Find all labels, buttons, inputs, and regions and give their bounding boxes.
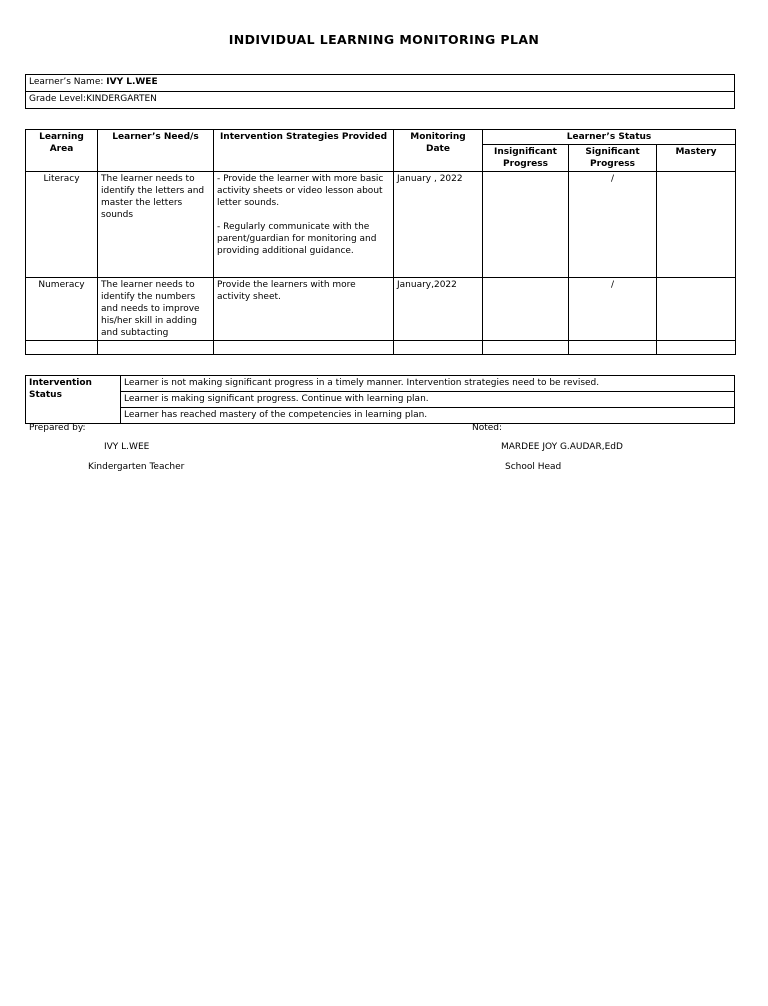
header-mastery: Mastery [657, 145, 736, 172]
learner-name-value: IVY L.WEE [106, 77, 158, 87]
page-title: INDIVIDUAL LEARNING MONITORING PLAN [228, 32, 540, 47]
strategy-item: - Provide the learner with more basic activity sheets or video lesson about letter sounds. [217, 174, 384, 208]
cell-significant: / [569, 172, 657, 278]
intervention-status-table [25, 375, 735, 424]
cell-significant: / [569, 278, 657, 341]
prepared-by-role: Kindergarten Teacher [88, 462, 185, 472]
status-item: Learner has reached mastery of the competencies in learning plan. [121, 408, 735, 424]
cell-mastery [657, 172, 736, 278]
strategy-item: - Regularly communicate with the parent/guardian for monitoring and providing additional guidance. [217, 222, 377, 256]
status-item: Learner is not making significant progress in a timely manner. Intervention strategies need to be revised. [121, 376, 735, 392]
cell-strategies [214, 278, 394, 341]
cell-date: January,2022 [394, 278, 483, 341]
status-row [26, 408, 735, 424]
monitoring-table [25, 129, 736, 355]
header-learners-status: Learner’s Status [483, 130, 736, 145]
noted-name: MARDEE JOY G.AUDAR,EdD [501, 442, 623, 452]
cell-area: Numeracy [26, 278, 98, 341]
header-learners-needs: Learner’s Need/s [98, 130, 214, 172]
learner-info-table [25, 74, 735, 109]
learner-name-label: Learner’s Name: [29, 77, 104, 87]
cell-needs: The learner needs to identify the letters and master the letters sounds [98, 172, 214, 278]
header-learning-area: Learning Area [26, 130, 98, 172]
header-significant-progress: Significant Progress [569, 145, 657, 172]
header-monitoring-date: Monitoring Date [394, 130, 483, 172]
header-row [26, 130, 736, 145]
grade-level-label: Grade Level: [29, 94, 87, 104]
status-item: Learner is making significant progress. Continue with learning plan. [121, 392, 735, 408]
table-row-numeracy [26, 278, 736, 341]
status-row [26, 376, 735, 392]
cell-date: January , 2022 [394, 172, 483, 278]
table-row-literacy [26, 172, 736, 278]
noted-label: Noted: [472, 423, 503, 433]
header-intervention-strategies: Intervention Strategies Provided [214, 130, 394, 172]
cell-insignificant [483, 172, 569, 278]
cell-area: Literacy [26, 172, 98, 278]
cell-needs: The learner needs to identify the numbers and needs to improve his/her skill in adding and subtacting [98, 278, 214, 341]
learner-name-row [26, 75, 735, 92]
table-row-empty [26, 341, 736, 355]
cell-strategies [214, 172, 394, 278]
prepared-by-label: Prepared by: [29, 423, 86, 433]
grade-level-value: KINDERGARTEN [86, 94, 157, 104]
strategy-item: Provide the learners with more activity sheet. [217, 280, 356, 302]
status-row [26, 392, 735, 408]
prepared-by-name: IVY L.WEE [104, 442, 150, 452]
cell-mastery [657, 278, 736, 341]
header-insignificant-progress: Insignificant Progress [483, 145, 569, 172]
cell-insignificant [483, 278, 569, 341]
grade-level-row [26, 92, 735, 109]
intervention-status-label: Intervention Status [26, 376, 121, 424]
noted-role: School Head [505, 462, 562, 472]
